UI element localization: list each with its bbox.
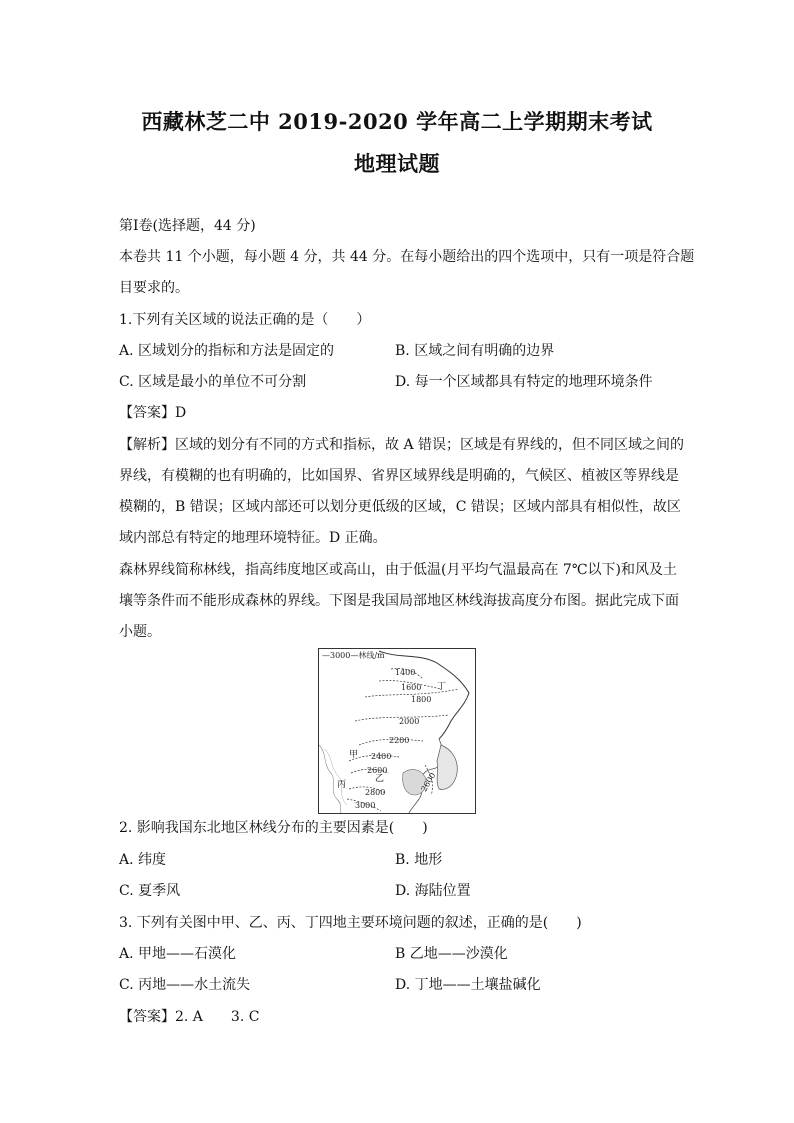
contour-label-2600: 2600 xyxy=(367,766,388,775)
q3-option-b: B 乙地——沙漠化 xyxy=(395,946,508,962)
contour-label-1600: 1600 xyxy=(401,683,422,692)
treeline-map xyxy=(319,649,475,813)
q1-analysis-line-1: 【解析】区域的划分有不同的方式和指标，故 A 错误；区域是有界线的，但不同区域之间的 xyxy=(119,437,685,453)
place-label-jia: 甲 xyxy=(349,750,359,760)
place-label-bing: 丙 xyxy=(337,780,347,790)
q3-option-c: C. 丙地——水土流失 xyxy=(119,977,251,993)
answer-q2-q3: 【答案】2. A 3. C xyxy=(119,1009,260,1025)
q1-option-c: C. 区域是最小的单位不可分割 xyxy=(119,374,307,390)
q1-answer: 【答案】D xyxy=(119,405,187,421)
contour-label-2000: 2000 xyxy=(399,717,420,726)
instructions-line-1: 本卷共 11 个小题，每小题 4 分，共 44 分。在每小题给出的四个选项中，只有一项是符合题 xyxy=(119,249,695,265)
contour-label-2200: 2200 xyxy=(389,736,410,745)
q2-option-a: A. 纬度 xyxy=(119,852,167,868)
west-hills-2 xyxy=(325,749,347,805)
passage-line-1: 森林界线简称林线，指高纬度地区或高山，由于低温(月平均气温最高在 7℃以下)和风及土 xyxy=(119,562,677,578)
q2-option-c: C. 夏季风 xyxy=(119,883,181,899)
q1-stem: 1.下列有关区域的说法正确的是（ ） xyxy=(119,312,371,328)
contour-label-2600-east: 2600 xyxy=(419,771,438,794)
q1-analysis-line-3: 模糊的，B 错误；区域内部还可以划分更低级的区域，C 错误；区域内部具有相似性，故区 xyxy=(119,499,681,515)
place-label-yi: 乙 xyxy=(375,774,385,784)
contour-label-2400: 2400 xyxy=(371,752,392,761)
passage-line-3: 小题。 xyxy=(119,624,161,640)
q1-analysis-line-2: 界线，有模糊的也有明确的，比如国界、省界区域界线是明确的，气候区、植被区等界线是 xyxy=(119,468,679,484)
section-header: 第Ⅰ卷(选择题，44 分) xyxy=(119,218,256,234)
q3-option-d: D. 丁地——土壤盐碱化 xyxy=(395,977,541,993)
q2-option-d: D. 海陆位置 xyxy=(395,883,471,899)
contour-label-2800: 2800 xyxy=(365,788,386,797)
q3-option-a: A. 甲地——石漠化 xyxy=(119,946,237,962)
page-subtitle: 地理试题 xyxy=(354,151,440,176)
place-label-ding: 丁 xyxy=(437,682,447,692)
q2-stem: 2. 影响我国东北地区林线分布的主要因素是( ) xyxy=(119,820,428,836)
contour-label-1800: 1800 xyxy=(411,695,432,704)
passage-line-2: 壤等条件而不能形成森林的界线。下图是我国局部地区林线海拔高度分布图。据此完成下面 xyxy=(119,593,679,609)
q2-option-b: B. 地形 xyxy=(395,852,443,868)
instructions-line-2: 目要求的。 xyxy=(119,280,189,296)
q1-option-d: D. 每一个区域都具有特定的地理环境条件 xyxy=(395,374,653,390)
treeline-map-figure xyxy=(318,648,476,814)
contour-label-1400: 1400 xyxy=(395,668,416,677)
map-legend: —3000—林线/m xyxy=(322,651,385,660)
q1-option-b: B. 区域之间有明确的边界 xyxy=(395,343,555,359)
peninsula xyxy=(437,745,457,789)
page-title: 西藏林芝二中 2019-2020 学年高二上学期期末考试 xyxy=(141,109,653,134)
west-hills xyxy=(319,745,341,813)
q3-stem: 3. 下列有关图中甲、乙、丙、丁四地主要环境问题的叙述，正确的是( ) xyxy=(119,915,582,931)
contour-label-3000: 3000 xyxy=(355,801,376,810)
q1-option-a: A. 区域划分的指标和方法是固定的 xyxy=(119,343,335,359)
q1-analysis-line-4: 域内部总有特定的地理环境特征。D 正确。 xyxy=(119,530,387,546)
